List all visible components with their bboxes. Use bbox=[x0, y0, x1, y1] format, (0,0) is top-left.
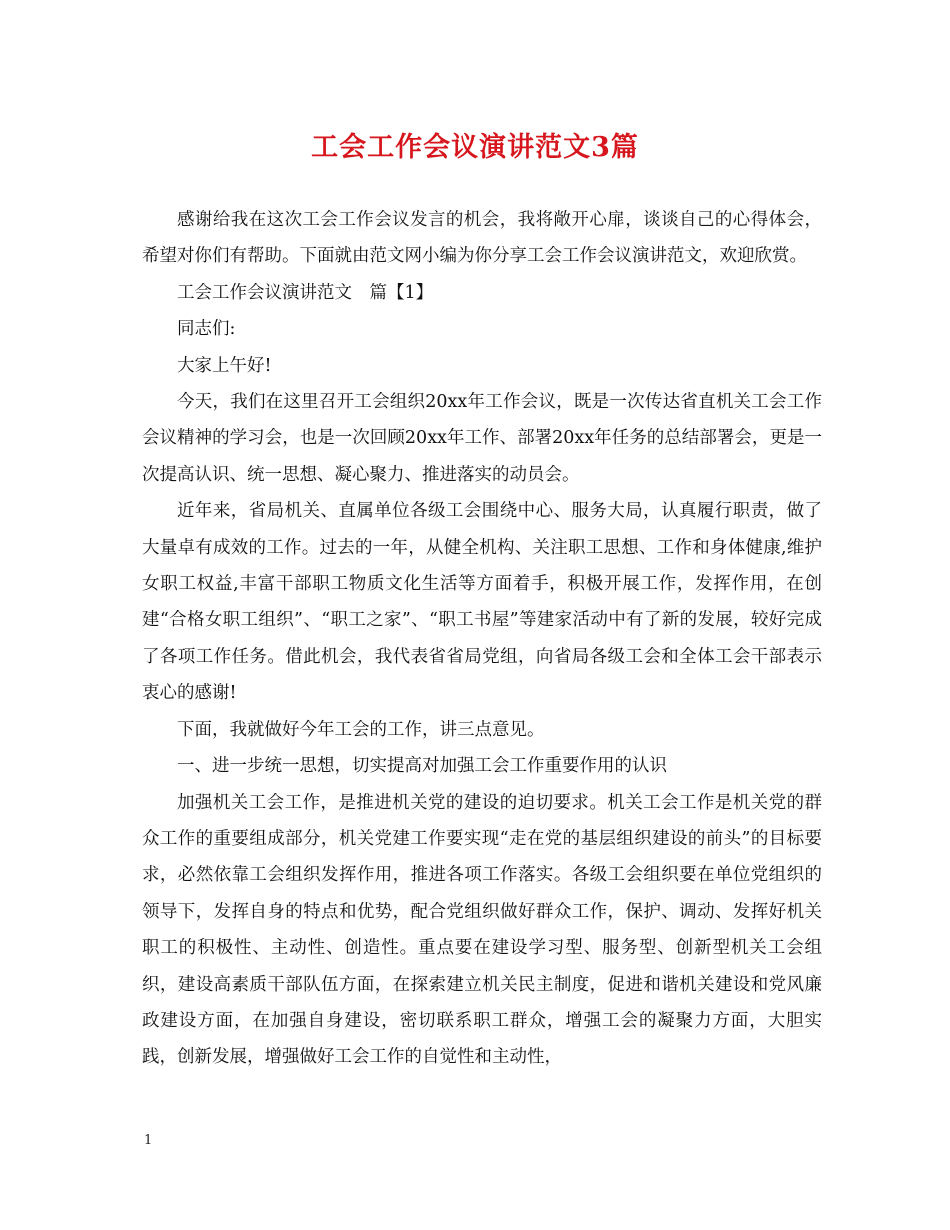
section-heading-1: 工会工作会议演讲范文 篇【1】 bbox=[177, 282, 434, 303]
point-heading-1: 一、进一步统一思想，切实提高对加强工会工作重要作用的认识 bbox=[177, 756, 667, 777]
greeting: 大家上午好! bbox=[177, 355, 272, 376]
document-body bbox=[142, 202, 822, 1076]
document-title: 工会工作会议演讲范文3篇 bbox=[311, 132, 639, 163]
body-paragraph: 下面，我就做好今年工会的工作，讲三点意见。 bbox=[177, 719, 545, 740]
body-paragraph: 近年来，省局机关、直属单位各级工会围绕中心、服务大局，认真履行职责，做了大量卓有成效的工作。过去的一年，从健全机构、关注职工思想、工作和身体健康,维护女职工权益,丰富干部职工物质文化生活等方面着手，积极开展工作，发挥作用，在创建“合格女职工组织”、“职工之家”、“职工书屋”等建家活动中有了新的发展，较好完成了各项工作任务。借此机会，我代表省省局党组，向省局各级工会和全体工会干部表示衷心的感谢! bbox=[142, 501, 822, 704]
body-paragraph: 今天，我们在这里召开工会组织20xx年工作会议，既是一次传达省直机关工会工作会议精神的学习会，也是一次回顾20xx年工作、部署20xx年任务的总结部署会，更是一次提高认识、统一思想、凝心聚力、推进落实的动员会。 bbox=[142, 392, 822, 485]
intro-paragraph: 感谢给我在这次工会工作会议发言的机会，我将敞开心扉，谈谈自己的心得体会，希望对你们有帮助。下面就由范文网小编为你分享工会工作会议演讲范文，欢迎欣赏。 bbox=[142, 210, 822, 267]
body-paragraph: 加强机关工会工作，是推进机关党的建设的迫切要求。机关工会工作是机关党的群众工作的重要组成部分，机关党建工作要实现“走在党的基层组织建设的前头”的目标要求，必然依靠工会组织发挥作用，推进各项工作落实。各级工会组织要在单位党组织的领导下，发挥自身的特点和优势，配合党组织做好群众工作，保护、调动、发挥好机关职工的积极性、主动性、创造性。重点要在建设学习型、服务型、创新型机关工会组织，建设高素质干部队伍方面，在探索建立机关民主制度，促进和谐机关建设和党风廉政建设方面，在加强自身建设，密切联系职工群众，增强工会的凝聚力方面，大胆实践，创新发展，增强做好工会工作的自觉性和主动性， bbox=[142, 792, 822, 1068]
salutation: 同志们: bbox=[177, 319, 236, 340]
page-number: 1 bbox=[144, 1133, 153, 1148]
